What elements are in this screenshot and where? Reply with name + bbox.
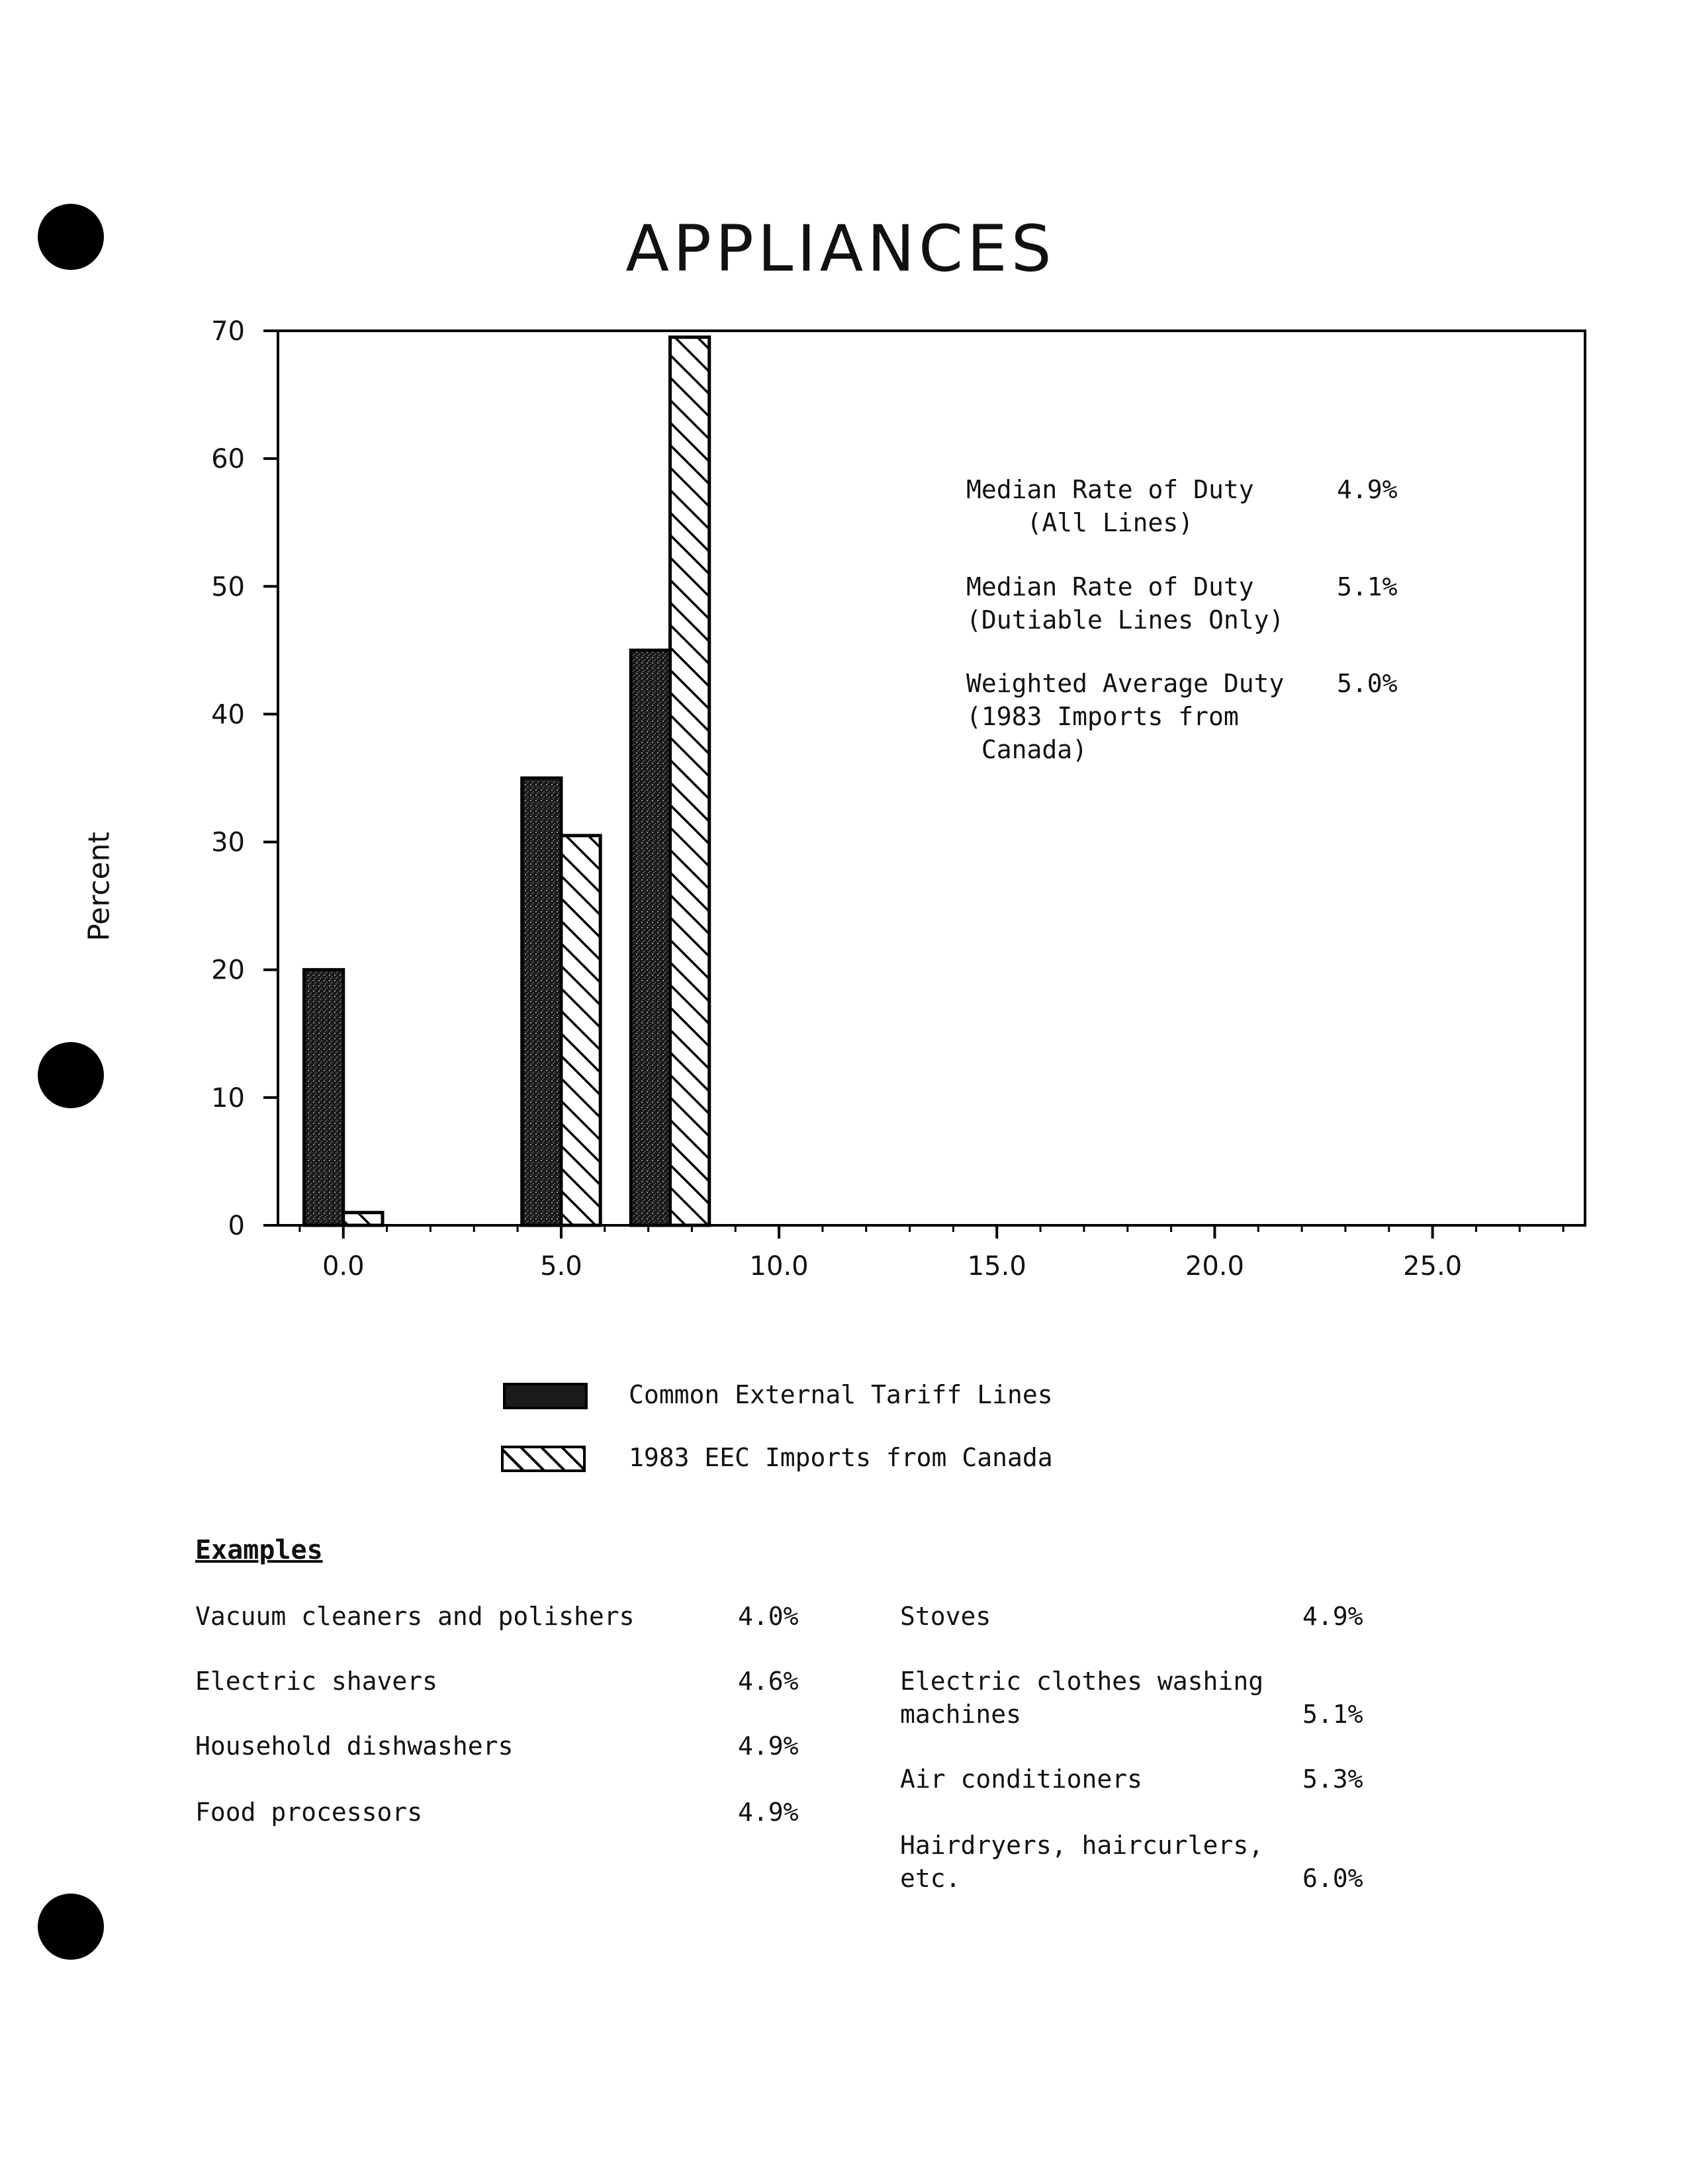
example-value: 4.9%	[1302, 1602, 1363, 1631]
example-label: Hairdryers, haircurlers,	[900, 1831, 1264, 1860]
bar-eec-imports	[670, 337, 709, 1225]
example-label: Vacuum cleaners and polishers	[195, 1602, 635, 1631]
x-tick-label: 10.0	[749, 1251, 809, 1282]
y-tick-label: 0	[228, 1211, 245, 1241]
example-label: machines	[900, 1700, 1022, 1729]
bar-eec-imports	[561, 836, 600, 1225]
x-tick-label: 15.0	[967, 1251, 1026, 1282]
y-tick-label: 60	[211, 444, 245, 475]
bar-cet-lines	[522, 778, 561, 1225]
legend-swatch-hatch	[501, 1446, 586, 1472]
example-label: Air conditioners	[900, 1765, 1143, 1794]
legend-label: Common External Tariff Lines	[629, 1380, 1053, 1409]
x-tick-label: 5.0	[540, 1251, 582, 1282]
stat-sublabel: (All Lines)	[966, 508, 1194, 537]
stat-sublabel: Canada)	[966, 735, 1088, 764]
example-value: 5.1%	[1302, 1700, 1363, 1729]
example-value: 4.0%	[738, 1602, 799, 1631]
bar-cet-lines	[304, 970, 343, 1225]
bar-eec-imports	[343, 1213, 383, 1225]
example-value: 4.6%	[738, 1667, 799, 1696]
legend-swatch-stipple	[503, 1383, 588, 1409]
stat-value: 5.1%	[1337, 572, 1398, 601]
stat-value: 4.9%	[1337, 475, 1398, 504]
x-tick-label: 25.0	[1403, 1251, 1463, 1282]
binder-hole-bottom	[38, 1894, 104, 1960]
example-value: 4.9%	[738, 1731, 799, 1761]
example-label: etc.	[900, 1864, 961, 1893]
stat-value: 5.0%	[1337, 669, 1398, 698]
y-tick-label: 70	[211, 316, 245, 347]
bars	[304, 337, 709, 1225]
example-label: Stoves	[900, 1602, 991, 1631]
example-value: 4.9%	[738, 1798, 799, 1827]
legend-label: 1983 EEC Imports from Canada	[629, 1443, 1053, 1472]
plot-frame	[278, 331, 1585, 1225]
bar-cet-lines	[631, 650, 670, 1225]
stat-label: Weighted Average Duty	[966, 669, 1285, 698]
example-value: 5.3%	[1302, 1765, 1363, 1794]
examples-heading: Examples	[195, 1535, 323, 1565]
x-tick-label: 0.0	[322, 1251, 365, 1282]
y-axis	[211, 316, 278, 1241]
stat-label: Median Rate of Duty	[966, 475, 1254, 504]
example-value: 6.0%	[1302, 1864, 1363, 1893]
stat-sublabel: (1983 Imports from	[966, 702, 1239, 731]
chart-title: APPLIANCES	[625, 212, 1056, 286]
example-label: Food processors	[195, 1798, 423, 1827]
y-axis-label: Percent	[82, 832, 116, 941]
y-tick-label: 10	[211, 1082, 245, 1114]
stat-label: Median Rate of Duty	[966, 572, 1254, 601]
example-label: Household dishwashers	[195, 1731, 514, 1761]
y-tick-label: 20	[211, 955, 245, 986]
x-tick-label: 20.0	[1185, 1251, 1244, 1282]
stat-sublabel: (Dutiable Lines Only)	[966, 605, 1285, 634]
example-label: Electric shavers	[195, 1667, 438, 1696]
y-tick-label: 30	[211, 827, 245, 858]
x-axis	[300, 1225, 1563, 1282]
y-tick-label: 50	[211, 572, 245, 603]
y-tick-label: 40	[211, 699, 245, 730]
example-label: Electric clothes washing	[900, 1667, 1264, 1696]
